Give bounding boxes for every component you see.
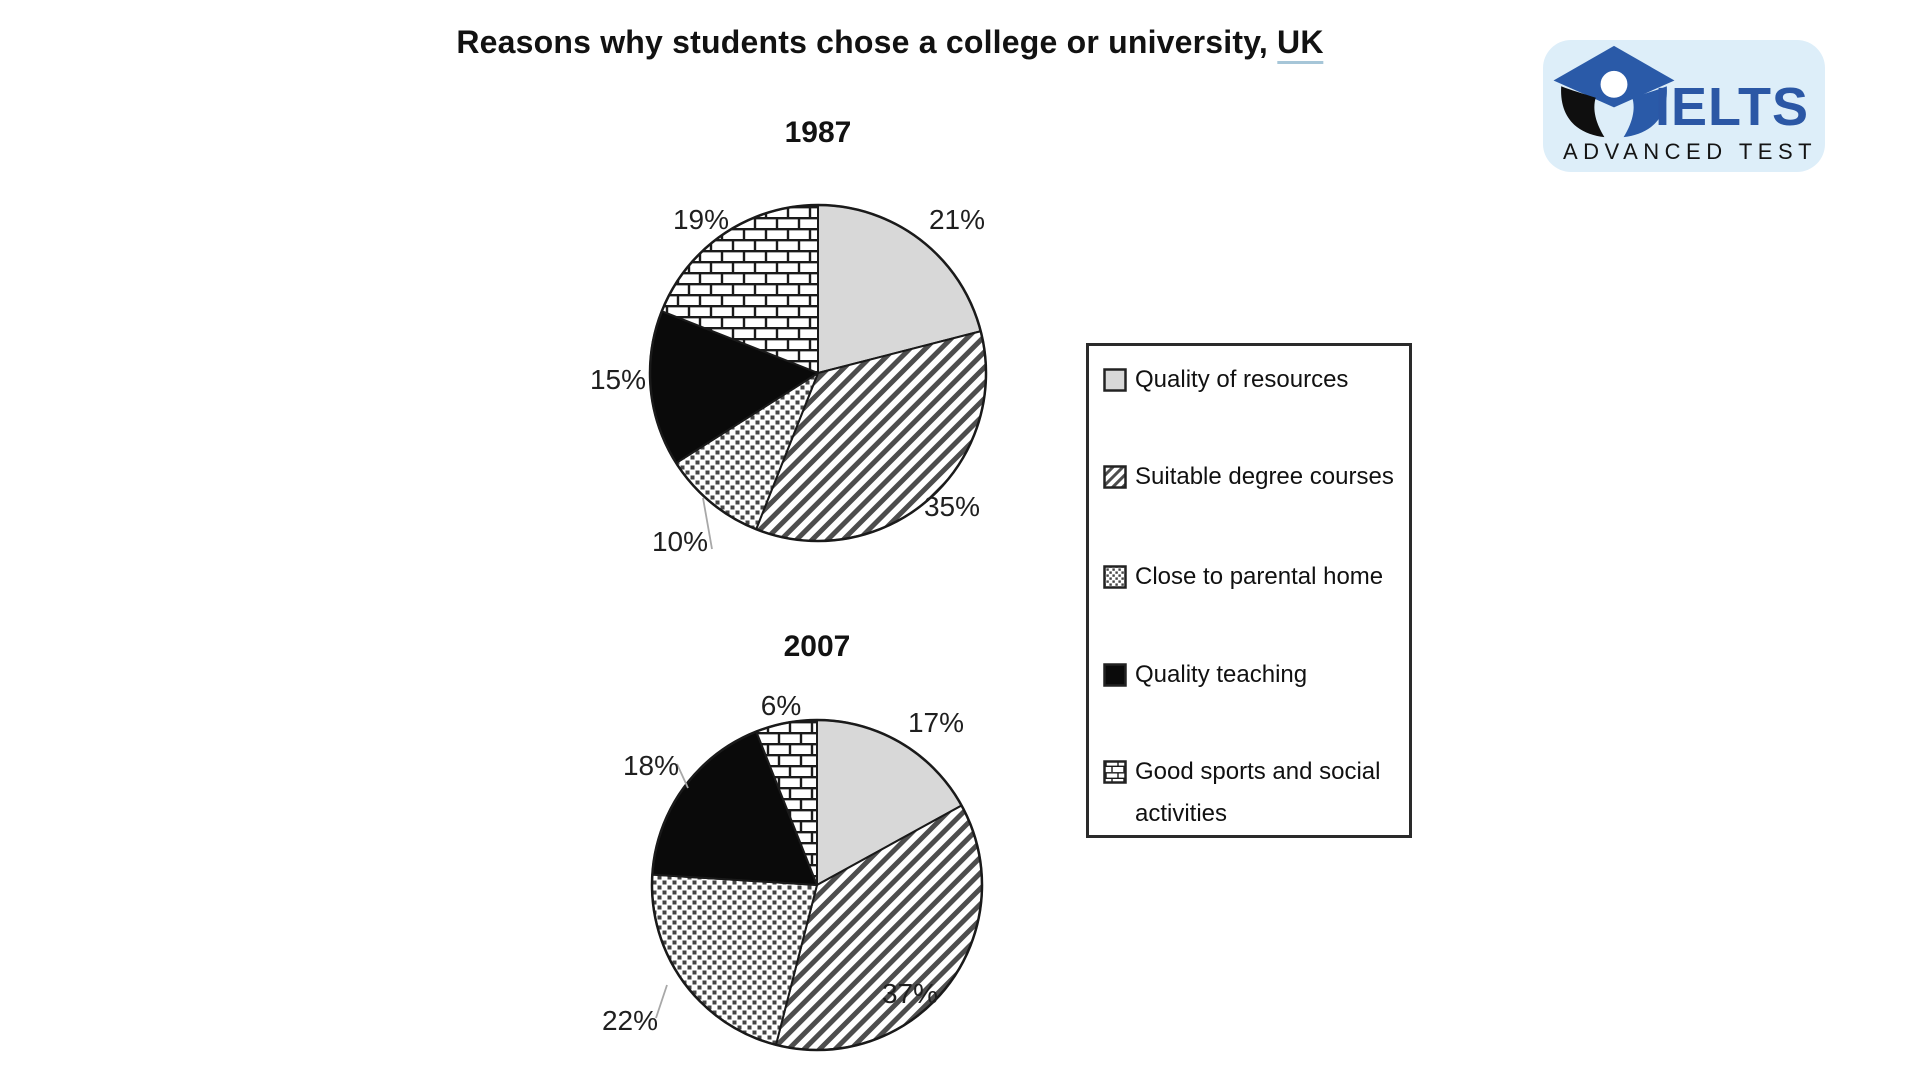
pie-1987-label-close-to-parental-home: 10% — [651, 526, 709, 557]
legend-item-suitable-degree-courses — [1103, 456, 1407, 498]
legend-item-label: Quality of resources — [1135, 366, 1349, 393]
legend-swatch-dots-icon — [1103, 565, 1127, 589]
logo-subtitle-text: ADVANCED TEST — [1563, 139, 1818, 164]
legend-swatch-diagonal-stripes-icon — [1103, 465, 1127, 489]
legend-item-quality-teaching — [1103, 654, 1407, 696]
pie-2007-title: 2007 — [783, 630, 851, 663]
pie-2007-label-suitable-degree-courses: 37% — [881, 978, 939, 1009]
pie-2007-label-good-sports-and-social-activities: 6% — [760, 690, 802, 721]
legend-item-label: Quality teaching — [1135, 661, 1308, 688]
legend-item-label: Suitable degree courses — [1135, 463, 1394, 490]
pie-2007-label-quality-of-resources: 17% — [907, 707, 965, 738]
logo-brand-text: IELTS — [1655, 77, 1810, 137]
pie-1987-label-quality-teaching: 15% — [589, 364, 647, 395]
pie-2007-label-close-to-parental-home: 22% — [601, 1005, 659, 1036]
pie-1987-title: 1987 — [784, 116, 852, 149]
pie-2007-chart — [642, 710, 992, 1060]
legend-item-quality-of-resources — [1103, 359, 1407, 401]
pie-1987-label-quality-of-resources: 21% — [928, 204, 986, 235]
legend-swatch-solid-gray-icon — [1103, 368, 1127, 392]
page-title-underlined-uk: UK — [1277, 24, 1324, 64]
legend-item-label: Close to parental home — [1135, 563, 1384, 590]
pie-2007-label-quality-teaching: 18% — [622, 750, 680, 781]
legend-swatch-brick-icon — [1103, 760, 1127, 784]
legend-item-good-sports-and-social-activities — [1103, 751, 1407, 835]
legend-item-close-to-parental-home — [1103, 556, 1407, 598]
page-title-text: Reasons why students chose a college or university, — [456, 24, 1278, 60]
pie-1987-label-suitable-degree-courses: 35% — [923, 491, 981, 522]
ielts-logo — [1543, 40, 1825, 172]
pie-1987-label-good-sports-and-social-activities: 19% — [672, 204, 730, 235]
chart-legend — [1086, 343, 1412, 838]
page-title — [456, 24, 1323, 61]
legend-swatch-solid-black-icon — [1103, 663, 1127, 687]
legend-item-label: Good sports and social activities — [1135, 758, 1381, 827]
